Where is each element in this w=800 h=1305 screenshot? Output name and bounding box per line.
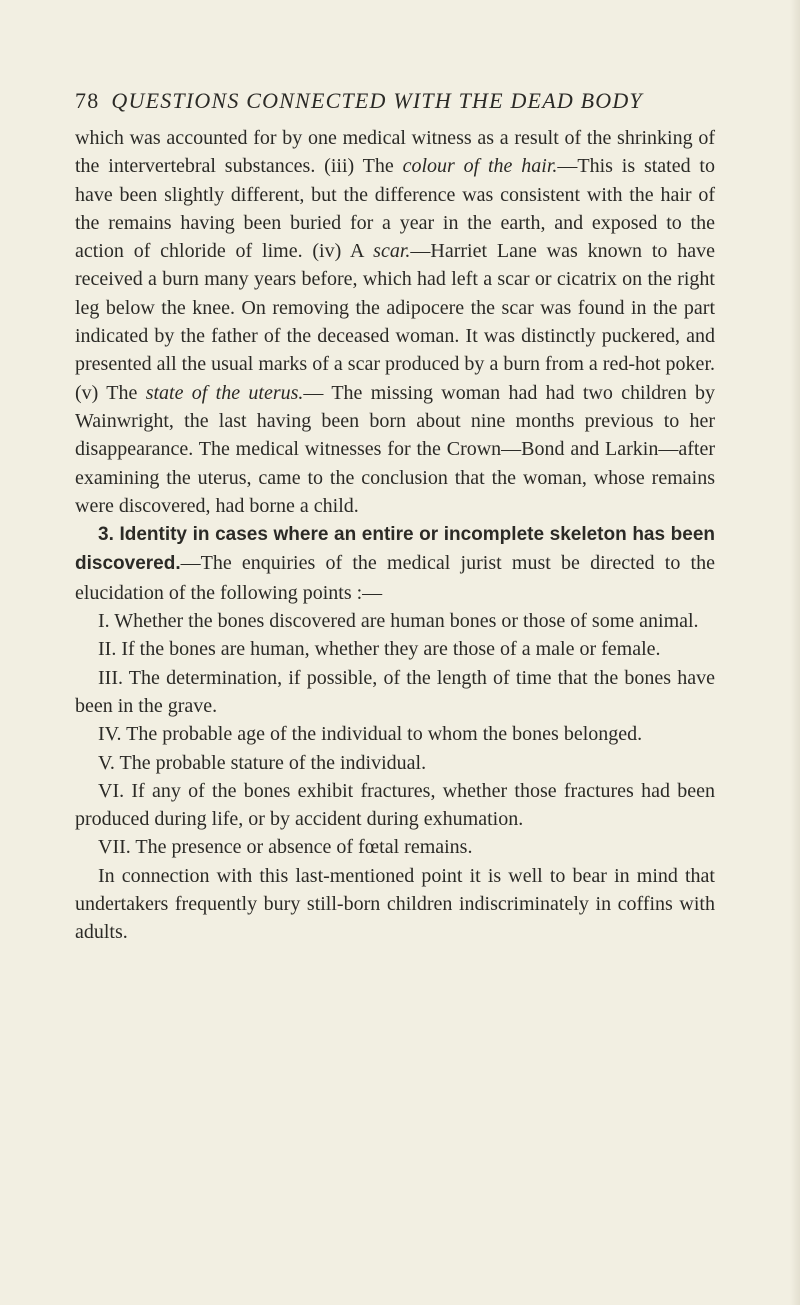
- running-title: QUESTIONS CONNECTED WITH THE DEAD BODY: [111, 88, 643, 113]
- italic-term: scar.: [373, 240, 411, 263]
- section-heading: 3. Identity in cases where an entire or incomplete skeleton has been discovered.: [75, 524, 715, 575]
- page-edge-shadow: [790, 0, 800, 1305]
- text-run: —This is stated to have been slightly different, but the difference was consistent with the hair of the remains having been buried for a year in the earth, and exposed to the action of chloride of lime. (iv) A: [75, 155, 715, 263]
- closing-paragraph: In connection with this last-mentioned point it is well to bear in mind that undertakers frequently bury still-born children indiscriminately in coffins with adults.: [75, 864, 715, 944]
- list-item: VI. If any of the bones exhibit fractures, whether those fractures had been produced during life, or by accident during exhumation.: [75, 779, 715, 831]
- italic-term: colour of the hair.: [402, 155, 558, 178]
- text-run: — The missing woman had had two children by Wainwright, the last having been born about nine months previous to her disappearance. The medical witnesses for the Crown—Bond and Larkin—after examining the uterus, came to the conclusion that the woman, whose remains were discovered, had borne a child.: [75, 381, 715, 517]
- list-item: VII. The presence or absence of fœtal remains.: [98, 836, 473, 859]
- list-item: III. The determination, if possible, of the length of time that the bones have been in the grave.: [75, 666, 715, 717]
- list-item: IV. The probable age of the individual to whom the bones belonged.: [98, 723, 643, 746]
- italic-term: state of the uterus.: [145, 381, 304, 404]
- text-run: which was accounted for by one medical witness as a result of the shrinking of the intervertebral substances. (iii) The: [75, 127, 715, 178]
- list-item: I. Whether the bones discovered are human bones or those of some animal.: [98, 610, 699, 633]
- running-header: [75, 88, 715, 114]
- text-run: —Harriet Lane was known to have received a burn many years before, which had left a scar or cicatrix on the right leg below the knee. On removing the adipocere the scar was found in the part indicated by the father of the deceased woman. It was distinctly puckered, and presented all the usual marks of a scar produced by a burn from a red-hot poker. (v) The: [75, 240, 715, 404]
- list-item: II. If the bones are human, whether they are those of a male or female.: [98, 638, 661, 661]
- body-text: [75, 124, 715, 947]
- text-run: —The enquiries of the medical jurist must be directed to the elucidation of the following points :—: [75, 552, 715, 604]
- section-paragraph: [75, 520, 715, 607]
- list-item: V. The probable stature of the individual.: [98, 751, 427, 774]
- page-number: 78: [75, 88, 100, 113]
- paragraph-continuation: [75, 124, 715, 520]
